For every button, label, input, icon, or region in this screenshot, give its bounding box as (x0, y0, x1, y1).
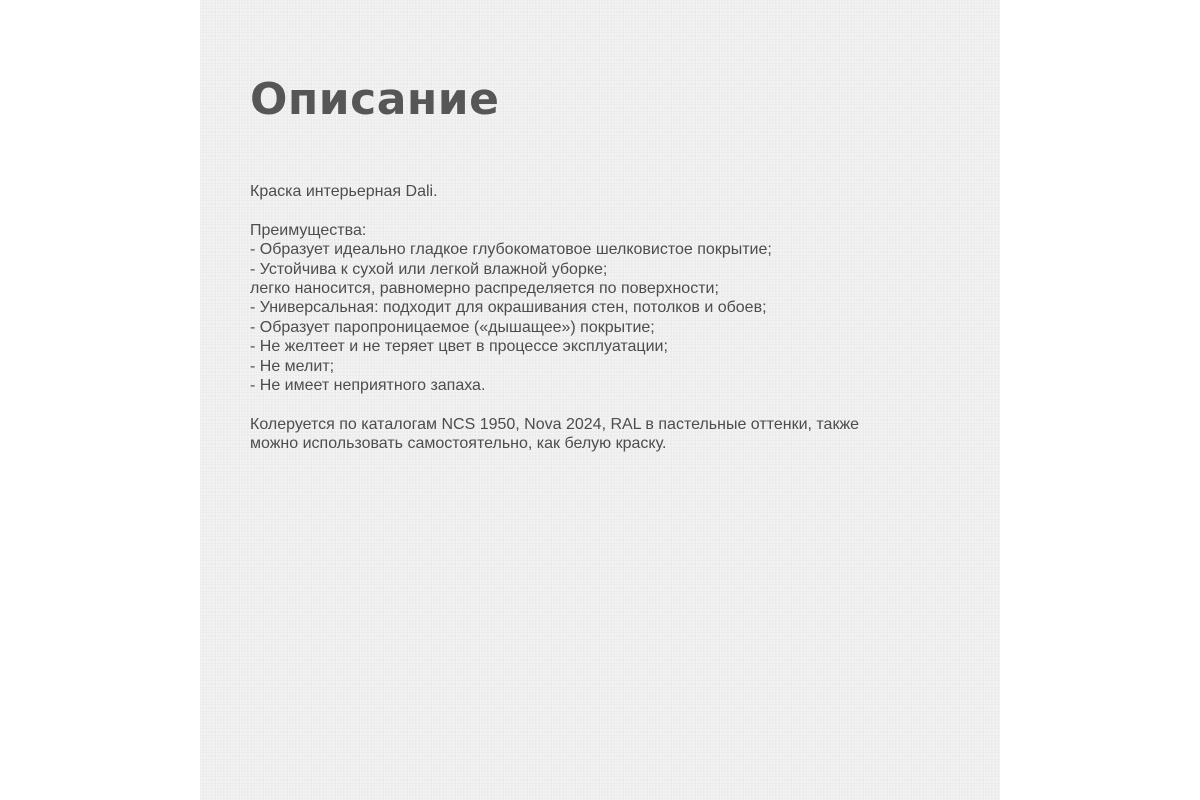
description-body (250, 182, 970, 454)
tinting-text-line: Колеруется по каталогам NCS 1950, Nova 2024, RAL в пастельные оттенки, также (250, 415, 860, 433)
advantage-item: - Образует паропроницаемое («дышащее») покрытие; (250, 318, 655, 336)
advantage-item: - Не желтеет и не теряет цвет в процессе эксплуатации; (250, 338, 668, 356)
advantage-item: - Универсальная: подходит для окрашивания стен, потолков и обоев; (250, 299, 767, 317)
advantage-item: - Устойчива к сухой или легкой влажной уборке; (250, 260, 608, 278)
page-title: Описание (250, 74, 500, 125)
description-panel (200, 0, 1000, 800)
advantage-item: - Не имеет неприятного запаха. (250, 377, 486, 395)
advantage-item: - Образует идеально гладкое глубокоматовое шелковистое покрытие; (250, 241, 772, 259)
paragraph-gap (250, 201, 970, 220)
advantage-item: легко наносится, равномерно распределяется по поверхности; (250, 280, 719, 298)
advantage-item: - Не мелит; (250, 357, 335, 375)
paragraph-gap (250, 395, 970, 414)
intro-text: Краска интерьерная Dali. (250, 183, 438, 200)
advantages-heading: Преимущества: (250, 221, 367, 239)
tinting-text-line: можно использовать самостоятельно, как белую краску. (250, 435, 667, 453)
